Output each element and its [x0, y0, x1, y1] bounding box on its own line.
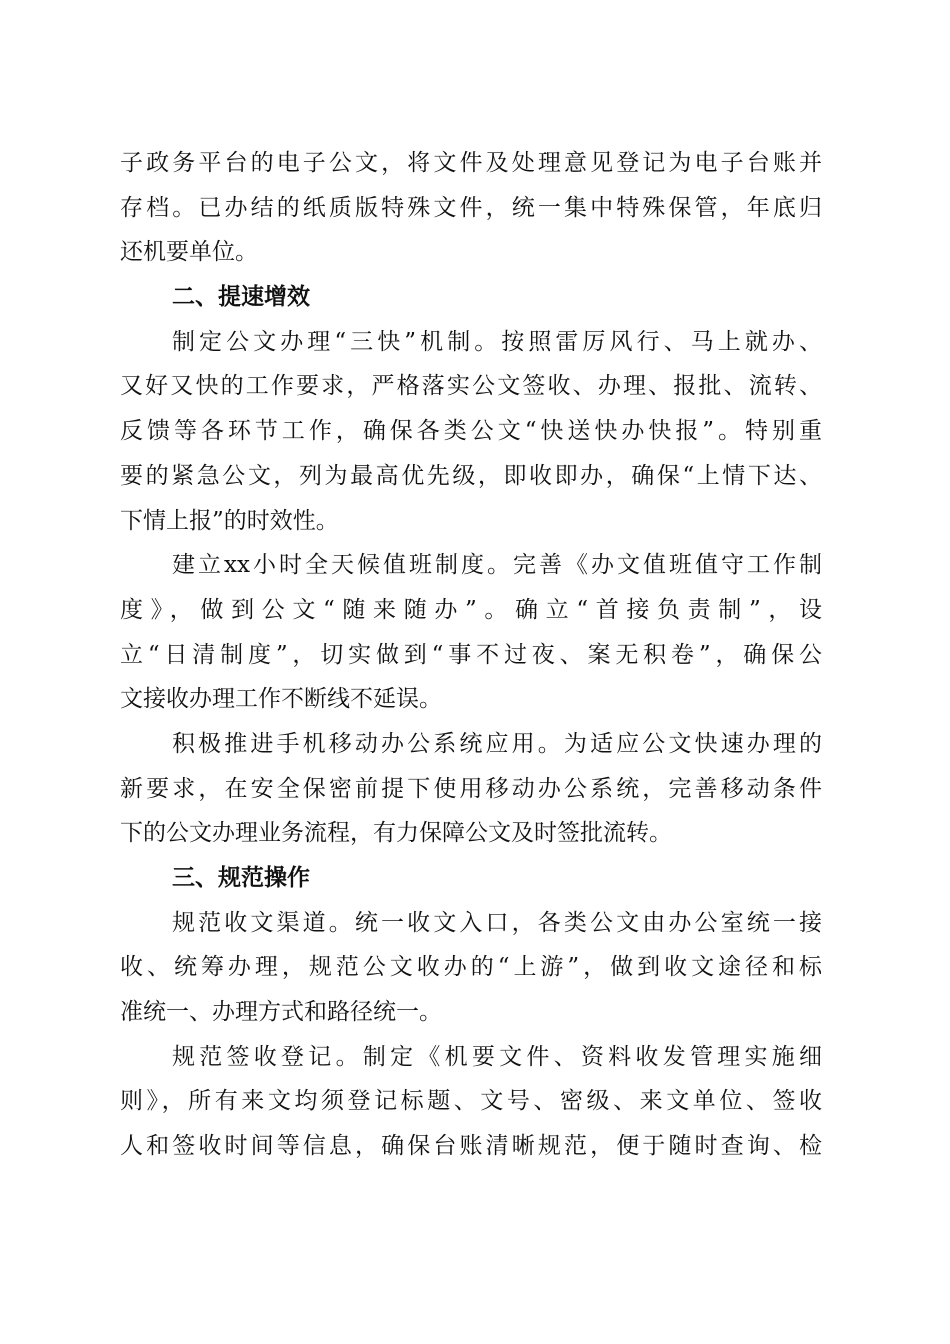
- text-line: 准统一、办理方式和路径统一。: [120, 999, 442, 1026]
- document-page: [120, 141, 822, 1169]
- text-line: 制定公文办理“三快”机制。按照雷厉风行、马上就办、: [172, 328, 822, 355]
- section-heading: 三、规范操作: [172, 865, 310, 891]
- text-line: 文接收办理工作不断线不延误。: [120, 686, 442, 713]
- text-line: 规范签收登记。制定《机要文件、资料收发管理实施细: [172, 1043, 822, 1070]
- text-line: 规范收文渠道。统一收文入口，各类公文由办公室统一接: [172, 909, 822, 936]
- text-line: 又好又快的工作要求，严格落实公文签收、办理、报批、流转、: [120, 373, 822, 400]
- section-heading: 二、提速增效: [172, 284, 310, 311]
- text-line: 人和签收时间等信息，确保台账清晰规范，便于随时查询、检: [120, 1133, 822, 1160]
- text-line: 新要求，在安全保密前提下使用移动办公系统，完善移动条件: [120, 775, 822, 802]
- text-line: 积极推进手机移动办公系统应用。为适应公文快速办理的: [172, 730, 822, 757]
- text-line: 度》，做到公文“随来随办”。确立“首接负责制”，设: [120, 596, 822, 623]
- text-line: 存档。已办结的纸质版特殊文件，统一集中特殊保管，年底归: [120, 194, 822, 221]
- text-line: 收、统筹办理，规范公文收办的“上游”，做到收文途径和标: [120, 954, 822, 981]
- text-line: 下情上报”的时效性。: [120, 507, 339, 534]
- text-line: 建立xx小时全天候值班制度。完善《办文值班值守工作制: [172, 552, 822, 579]
- text-line: 还机要单位。: [120, 239, 258, 266]
- text-line: 反馈等各环节工作，确保各类公文“快送快办快报”。特别重: [120, 418, 822, 445]
- text-line: 子政务平台的电子公文，将文件及处理意见登记为电子台账并: [120, 150, 822, 176]
- text-line: 立“日清制度”，切实做到“事不过夜、案无积卷”，确保公: [120, 641, 822, 668]
- text-line: 下的公文办理业务流程，有力保障公文及时签批流转。: [120, 820, 672, 847]
- text-line: 则》，所有来文均须登记标题、文号、密级、来文单位、签收: [120, 1088, 822, 1115]
- text-line: 要的紧急公文，列为最高优先级，即收即办，确保“上情下达、: [120, 462, 822, 489]
